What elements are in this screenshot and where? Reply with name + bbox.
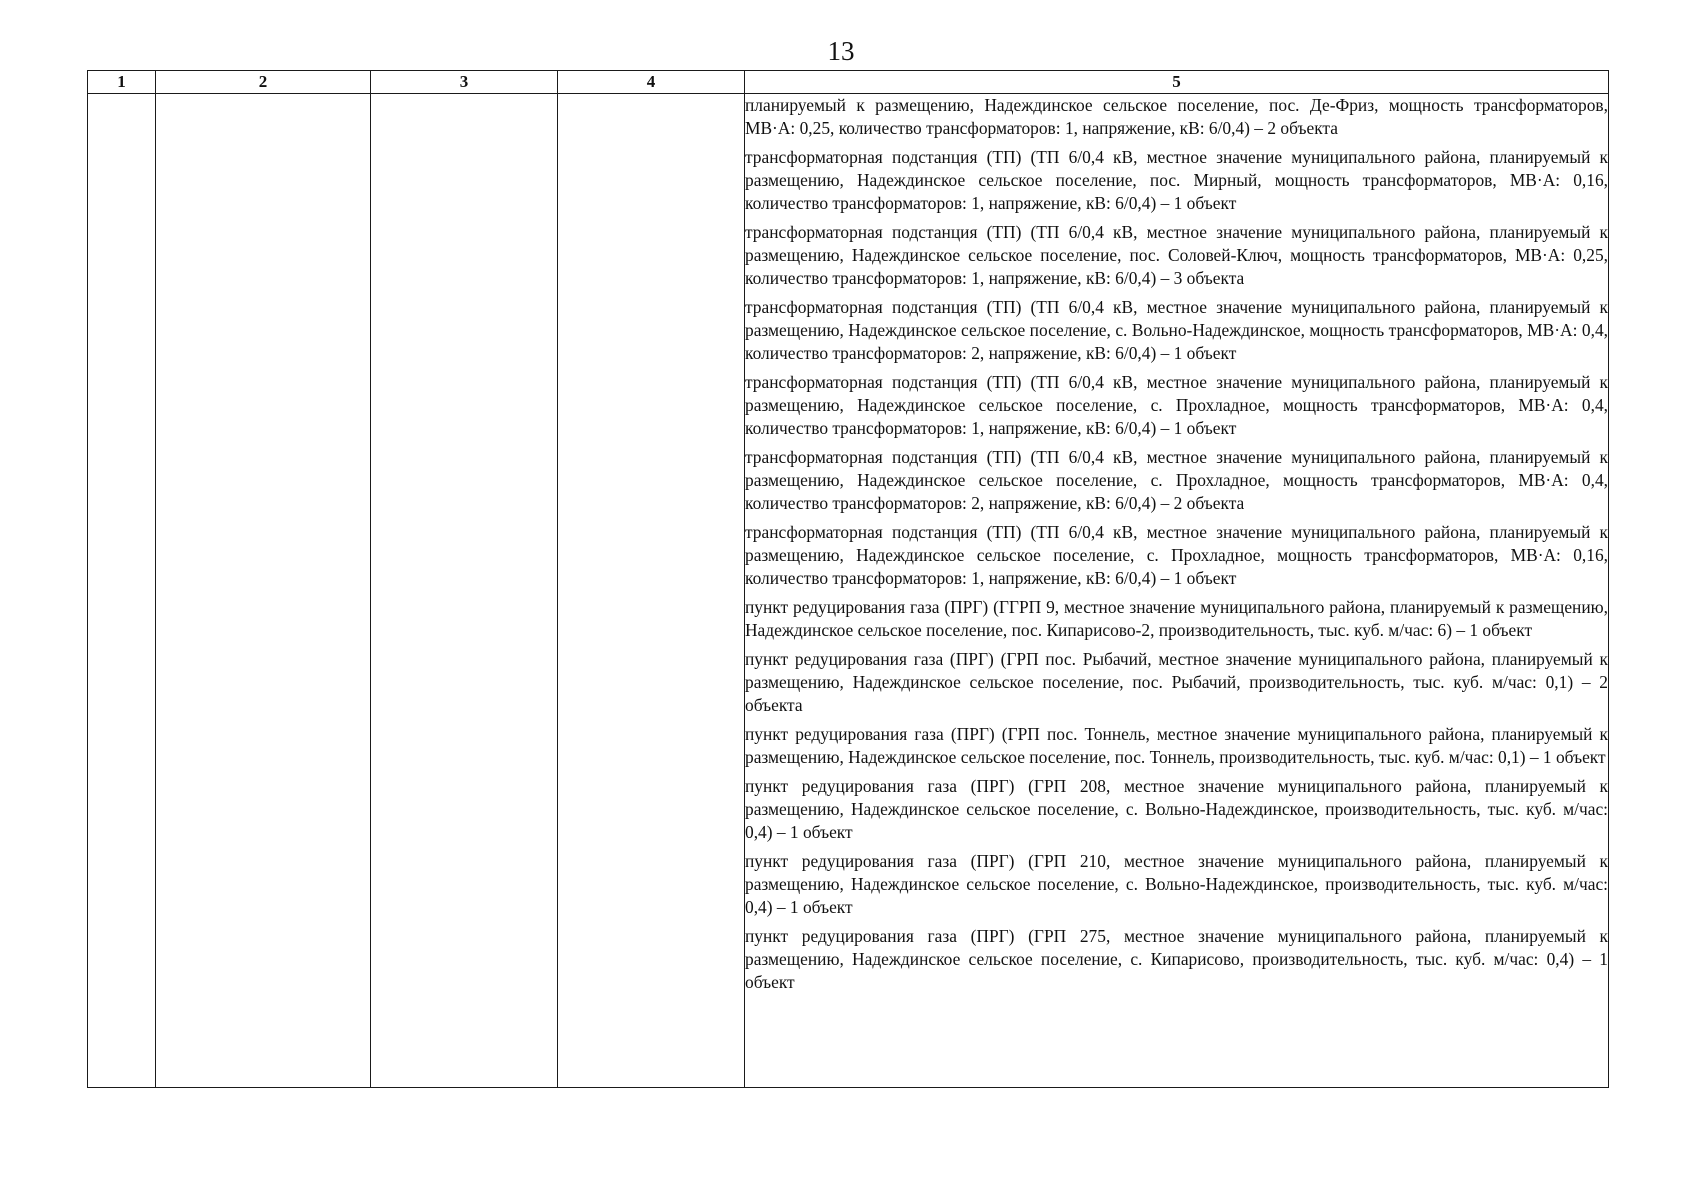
object-entry: трансформаторная подстанция (ТП) (ТП 6/0,4 кВ, местное значение муниципального района, планируемый к размещению, Надеждинское сельское поселение, пос. Мирный, мощность трансформаторов, МВ·А: 0,16, количество трансформаторов: 1, напряжение, кВ: 6/0,4) – 1 объект <box>745 147 1608 213</box>
page-number: 13 <box>827 36 855 66</box>
object-entry: трансформаторная подстанция (ТП) (ТП 6/0,4 кВ, местное значение муниципального района, планируемый к размещению, Надеждинское сельское поселение, с. Прохладное, мощность трансформаторов, МВ·А: 0,4, количество трансформаторов: 2, напряжение, кВ: 6/0,4) – 2 объекта <box>745 447 1608 513</box>
object-entry: пункт редуцирования газа (ПРГ) (ГРП пос. Рыбачий, местное значение муниципального района, планируемый к размещению, Надеждинское сельское поселение, пос. Рыбачий, производительность, тыс. куб. м/час: 0,1) – 2 объекта <box>745 649 1608 715</box>
object-entry: трансформаторная подстанция (ТП) (ТП 6/0,4 кВ, местное значение муниципального района, планируемый к размещению, Надеждинское сельское поселение, с. Вольно-Надеждинское, мощность трансформаторов, МВ·А: 0,4, количество трансформаторов: 2, напряжение, кВ: 6/0,4) – 1 объект <box>745 297 1608 363</box>
column-header-1: 1 <box>88 71 156 94</box>
column-header-3: 3 <box>371 71 558 94</box>
column-header-2: 2 <box>156 71 371 94</box>
table-row <box>88 94 1609 1088</box>
object-entry: планируемый к размещению, Надеждинское сельское поселение, пос. Де-Фриз, мощность трансформаторов, МВ·А: 0,25, количество трансформаторов: 1, напряжение, кВ: 6/0,4) – 2 объекта <box>745 95 1608 138</box>
object-entry: пункт редуцирования газа (ПРГ) (ГРП пос. Тоннель, местное значение муниципального района, планируемый к размещению, Надеждинское сельское поселение, пос. Тоннель, производительность, тыс. куб. м/час: 0,1) – 1 объект <box>745 724 1608 767</box>
object-entry: трансформаторная подстанция (ТП) (ТП 6/0,4 кВ, местное значение муниципального района, планируемый к размещению, Надеждинское сельское поселение, с. Прохладное, мощность трансформаторов, МВ·А: 0,4, количество трансформаторов: 1, напряжение, кВ: 6/0,4) – 1 объект <box>745 372 1608 438</box>
column-2-cell <box>156 94 371 1088</box>
table-header-row <box>88 71 1609 94</box>
column-header-4: 4 <box>558 71 745 94</box>
column-header-5: 5 <box>745 71 1609 94</box>
object-entry: пункт редуцирования газа (ПРГ) (ГГРП 9, местное значение муниципального района, планируемый к размещению, Надеждинское сельское поселение, пос. Кипарисово-2, производительность, тыс. куб. м/час: 6) – 1 объект <box>745 597 1608 640</box>
object-entry: трансформаторная подстанция (ТП) (ТП 6/0,4 кВ, местное значение муниципального района, планируемый к размещению, Надеждинское сельское поселение, пос. Соловей-Ключ, мощность трансформаторов, МВ·А: 0,25, количество трансформаторов: 1, напряжение, кВ: 6/0,4) – 3 объекта <box>745 222 1608 288</box>
object-entry: пункт редуцирования газа (ПРГ) (ГРП 275, местное значение муниципального района, планируемый к размещению, Надеждинское сельское поселение, с. Кипарисово, производительность, тыс. куб. м/час: 0,4) – 1 объект <box>745 926 1608 992</box>
column-4-cell <box>558 94 745 1088</box>
column-1-cell <box>88 94 156 1088</box>
column-5-cell <box>745 94 1609 1088</box>
object-entry: пункт редуцирования газа (ПРГ) (ГРП 208, местное значение муниципального района, планируемый к размещению, Надеждинское сельское поселение, с. Вольно-Надеждинское, производительность, тыс. куб. м/час: 0,4) – 1 объект <box>745 776 1608 842</box>
object-entry: трансформаторная подстанция (ТП) (ТП 6/0,4 кВ, местное значение муниципального района, планируемый к размещению, Надеждинское сельское поселение, с. Прохладное, мощность трансформаторов, МВ·А: 0,16, количество трансформаторов: 1, напряжение, кВ: 6/0,4) – 1 объект <box>745 522 1608 588</box>
object-entry: пункт редуцирования газа (ПРГ) (ГРП 210, местное значение муниципального района, планируемый к размещению, Надеждинское сельское поселение, с. Вольно-Надеждинское, производительность, тыс. куб. м/час: 0,4) – 1 объект <box>745 851 1608 917</box>
document-table <box>87 70 1609 1088</box>
column-3-cell <box>371 94 558 1088</box>
